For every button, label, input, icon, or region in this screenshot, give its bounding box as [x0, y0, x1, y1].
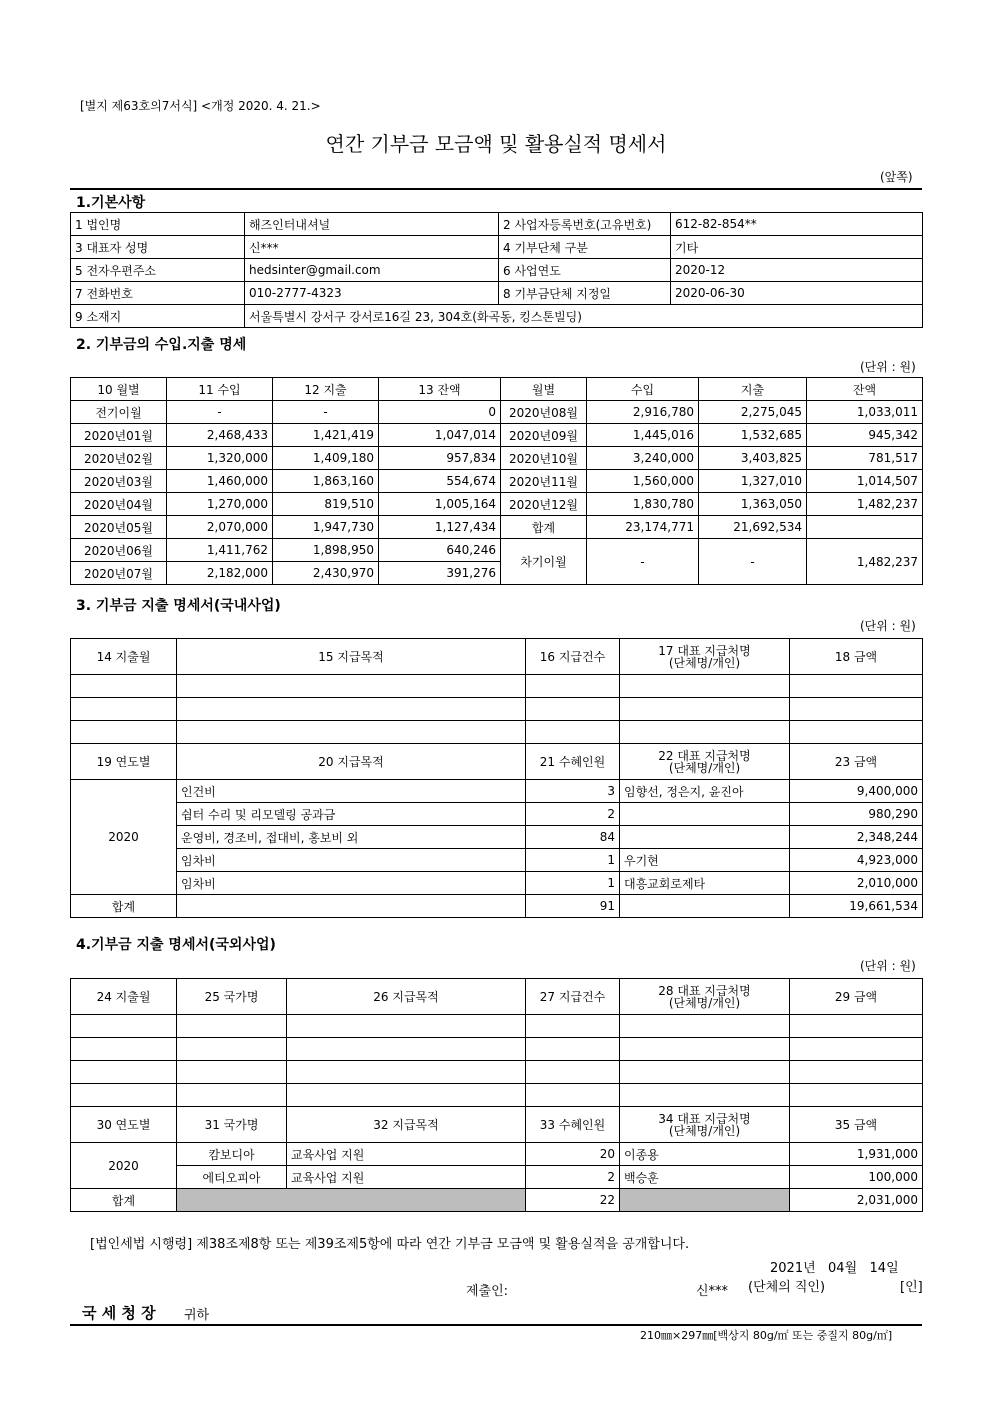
form-reference: [별지 제63호의7서식] <개정 2020. 4. 21.> — [80, 99, 321, 113]
cell: 1 법인명 — [71, 213, 245, 236]
table-row — [71, 259, 923, 282]
table-row — [71, 493, 923, 516]
table-row — [71, 1084, 923, 1107]
table-row — [71, 872, 923, 895]
cell: 6 사업연도 — [499, 259, 671, 282]
table-row — [71, 803, 923, 826]
cell: 25 국가명 — [177, 979, 287, 1015]
table-header-row — [71, 378, 923, 401]
cell: 2020년10월 — [501, 447, 587, 470]
cell: 5 전자우편주소 — [71, 259, 245, 282]
overseas-unit: (단위 : 원) — [860, 959, 916, 973]
table-header-row — [71, 979, 923, 1015]
cell: 2020년12월 — [501, 493, 587, 516]
domestic-unit: (단위 : 원) — [860, 619, 916, 633]
cell: - — [273, 401, 379, 424]
cell — [807, 516, 923, 539]
cell: 임차비 — [177, 849, 526, 872]
divider — [70, 188, 922, 190]
income-unit: (단위 : 원) — [860, 360, 916, 374]
cell: 84 — [526, 826, 620, 849]
submission-date: 2021년 04월 14일 — [770, 1261, 899, 1276]
cell: 19,661,534 — [790, 895, 923, 918]
cell: 2,348,244 — [790, 826, 923, 849]
cell: 1,482,237 — [807, 539, 923, 585]
cell: 임차비 — [177, 872, 526, 895]
cell: 32 지급목적 — [287, 1107, 526, 1143]
table-row — [71, 305, 923, 328]
table-row — [71, 780, 923, 803]
income-table — [70, 377, 923, 585]
cell: 7 전화번호 — [71, 282, 245, 305]
cell: 2020년07월 — [71, 562, 167, 585]
cell: 2020년03월 — [71, 470, 167, 493]
table-header-row — [71, 639, 923, 675]
table-row — [71, 213, 923, 236]
cell: 2,468,433 — [167, 424, 273, 447]
cell: 2020-12 — [671, 259, 923, 282]
cell: 010-2777-4323 — [245, 282, 499, 305]
cell: 지출 — [699, 378, 807, 401]
cell: 합계 — [71, 1189, 177, 1212]
cell: 18 금액 — [790, 639, 923, 675]
cell: 2020 — [71, 1143, 177, 1189]
cell: 1 — [526, 849, 620, 872]
section-income-title: 2. 기부금의 수입.지출 명세 — [76, 337, 247, 353]
cell: 1,363,050 — [699, 493, 807, 516]
cell: 14 지출월 — [71, 639, 177, 675]
cell: 합계 — [71, 895, 177, 918]
table-header-row — [71, 1107, 923, 1143]
cell: 957,834 — [379, 447, 501, 470]
cell: 2,916,780 — [587, 401, 699, 424]
disclosure-statement: [법인세법 시행령] 제38조제8항 또는 제39조제5항에 따라 연간 기부금 모금액 및 활용실적을 공개합니다. — [90, 1237, 690, 1252]
cell: 1,127,434 — [379, 516, 501, 539]
cell: 640,246 — [379, 539, 501, 562]
cell: 27 지급건수 — [526, 979, 620, 1015]
cell: 1,830,780 — [587, 493, 699, 516]
section-overseas-title: 4.기부금 지출 명세서(국외사업) — [76, 937, 276, 953]
cell: 1,047,014 — [379, 424, 501, 447]
table-row — [71, 1038, 923, 1061]
table-row — [71, 1061, 923, 1084]
cell: 교육사업 지원 — [287, 1166, 526, 1189]
cell: 1,445,016 — [587, 424, 699, 447]
cell: 4 기부단체 구분 — [499, 236, 671, 259]
cell: 1,947,730 — [273, 516, 379, 539]
cell: 인건비 — [177, 780, 526, 803]
cell: - — [587, 539, 699, 585]
cell: 91 — [526, 895, 620, 918]
cell: 945,342 — [807, 424, 923, 447]
cell: 29 금액 — [790, 979, 923, 1015]
recipient: 국 세 청 장 — [82, 1304, 156, 1322]
cell: 2,275,045 — [699, 401, 807, 424]
cell: 22 대표 지급처명 (단체명/개인) — [620, 744, 790, 780]
cell: 28 대표 지급처명 (단체명/개인) — [620, 979, 790, 1015]
cell: 2020년06월 — [71, 539, 167, 562]
cell: 2,430,970 — [273, 562, 379, 585]
cell: 1,005,164 — [379, 493, 501, 516]
cell: 해즈인터내셔널 — [245, 213, 499, 236]
page-title: 연간 기부금 모금액 및 활용실적 명세서 — [325, 132, 667, 156]
cell: 2 사업자등록번호(고유번호) — [499, 213, 671, 236]
section-basic-title: 1.기본사항 — [76, 195, 146, 211]
cell: 에티오피아 — [177, 1166, 287, 1189]
table-row — [71, 470, 923, 493]
cell: 수입 — [587, 378, 699, 401]
cell: 31 국가명 — [177, 1107, 287, 1143]
cell: 3 대표자 성명 — [71, 236, 245, 259]
cell: 20 지급목적 — [177, 744, 526, 780]
table-row — [71, 849, 923, 872]
cell: 2020년01월 — [71, 424, 167, 447]
table-row — [71, 698, 923, 721]
submitter-role: (단체의 직인) — [748, 1280, 826, 1295]
cell: 1,014,507 — [807, 470, 923, 493]
cell: 차기이월 — [501, 539, 587, 585]
cell: 1,327,010 — [699, 470, 807, 493]
cell: 17 대표 지급처명 (단체명/개인) — [620, 639, 790, 675]
cell: 우기현 — [620, 849, 790, 872]
cell: 23 금액 — [790, 744, 923, 780]
cell: 2,031,000 — [790, 1189, 923, 1212]
cell — [620, 826, 790, 849]
cell: 1,931,000 — [790, 1143, 923, 1166]
cell: 백승훈 — [620, 1166, 790, 1189]
cell: 1,898,950 — [273, 539, 379, 562]
cell: 2020년08월 — [501, 401, 587, 424]
cell: 2 — [526, 803, 620, 826]
table-row — [71, 826, 923, 849]
cell: 612-82-854** — [671, 213, 923, 236]
cell: 0 — [379, 401, 501, 424]
cell: 쉼터 수리 및 리모델링 공과금 — [177, 803, 526, 826]
cell: 100,000 — [790, 1166, 923, 1189]
cell: 1 — [526, 872, 620, 895]
table-row — [71, 282, 923, 305]
cell: 23,174,771 — [587, 516, 699, 539]
cell: 3,403,825 — [699, 447, 807, 470]
submitter-name: 신*** — [696, 1284, 729, 1299]
cell: 1,409,180 — [273, 447, 379, 470]
cell: 13 잔액 — [379, 378, 501, 401]
cell: 1,033,011 — [807, 401, 923, 424]
cell: 1,411,762 — [167, 539, 273, 562]
table-row — [71, 1143, 923, 1166]
cell: 11 수입 — [167, 378, 273, 401]
cell: 교육사업 지원 — [287, 1143, 526, 1166]
seal-mark: [인] — [900, 1280, 923, 1295]
cell: 1,270,000 — [167, 493, 273, 516]
cell: 2,182,000 — [167, 562, 273, 585]
cell: 391,276 — [379, 562, 501, 585]
cell: 35 금액 — [790, 1107, 923, 1143]
cell: 3,240,000 — [587, 447, 699, 470]
table-row — [71, 424, 923, 447]
cell: 33 수혜인원 — [526, 1107, 620, 1143]
cell: 2020년05월 — [71, 516, 167, 539]
cell: - — [167, 401, 273, 424]
submitter-label: 제출인: — [466, 1284, 509, 1299]
cell: 신*** — [245, 236, 499, 259]
table-total-row — [71, 1189, 923, 1212]
table-row — [71, 236, 923, 259]
cell: 캄보디아 — [177, 1143, 287, 1166]
cell: 4,923,000 — [790, 849, 923, 872]
cell: 1,320,000 — [167, 447, 273, 470]
cell: 1,560,000 — [587, 470, 699, 493]
basic-info-table — [70, 212, 923, 328]
cell: 2020년09월 — [501, 424, 587, 447]
section-domestic-title: 3. 기부금 지출 명세서(국내사업) — [76, 598, 281, 614]
page-side-label: (앞쪽) — [880, 170, 913, 184]
cell: - — [699, 539, 807, 585]
table-row — [71, 539, 923, 562]
cell: 임향선, 정은지, 윤진아 — [620, 780, 790, 803]
table-total-row — [71, 895, 923, 918]
cell: 30 연도별 — [71, 1107, 177, 1143]
cell: 554,674 — [379, 470, 501, 493]
cell: 2020 — [71, 780, 177, 895]
cell: 1,532,685 — [699, 424, 807, 447]
cell: 2020-06-30 — [671, 282, 923, 305]
cell: 19 연도별 — [71, 744, 177, 780]
cell: 21 수혜인원 — [526, 744, 620, 780]
cell: 2 — [526, 1166, 620, 1189]
cell: 16 지급건수 — [526, 639, 620, 675]
table-row — [71, 447, 923, 470]
cell: 9 소재지 — [71, 305, 245, 328]
cell: 2020년04월 — [71, 493, 167, 516]
cell: 819,510 — [273, 493, 379, 516]
cell: 8 기부금단체 지정일 — [499, 282, 671, 305]
table-row — [71, 1166, 923, 1189]
recipient-honorific: 귀하 — [184, 1308, 210, 1323]
cell: 운영비, 경조비, 접대비, 홍보비 외 — [177, 826, 526, 849]
cell: 잔액 — [807, 378, 923, 401]
domestic-table — [70, 638, 923, 918]
cell: 21,692,534 — [699, 516, 807, 539]
cell: 34 대표 지급처명 (단체명/개인) — [620, 1107, 790, 1143]
cell: 781,517 — [807, 447, 923, 470]
cell: 1,421,419 — [273, 424, 379, 447]
cell: 24 지출월 — [71, 979, 177, 1015]
table-row — [71, 401, 923, 424]
table-row — [71, 675, 923, 698]
cell: 합계 — [501, 516, 587, 539]
cell: 3 — [526, 780, 620, 803]
cell: 15 지급목적 — [177, 639, 526, 675]
footer-divider — [70, 1324, 922, 1326]
table-row — [71, 1015, 923, 1038]
cell: 월별 — [501, 378, 587, 401]
cell: 2,010,000 — [790, 872, 923, 895]
table-row — [71, 516, 923, 539]
cell: 서울특별시 강서구 강서로16길 23, 304호(화곡동, 킹스톤빌딩) — [245, 305, 923, 328]
table-row — [71, 721, 923, 744]
cell: 980,290 — [790, 803, 923, 826]
cell: 1,863,160 — [273, 470, 379, 493]
cell: 1,460,000 — [167, 470, 273, 493]
cell: 기타 — [671, 236, 923, 259]
cell — [620, 803, 790, 826]
cell: 10 월별 — [71, 378, 167, 401]
cell: 이종용 — [620, 1143, 790, 1166]
cell: 2020년11월 — [501, 470, 587, 493]
cell: 9,400,000 — [790, 780, 923, 803]
cell: 전기이월 — [71, 401, 167, 424]
cell: 12 지출 — [273, 378, 379, 401]
cell: 2020년02월 — [71, 447, 167, 470]
cell: 26 지급목적 — [287, 979, 526, 1015]
cell: 1,482,237 — [807, 493, 923, 516]
cell: 20 — [526, 1143, 620, 1166]
cell: hedsinter@gmail.com — [245, 259, 499, 282]
cell: 22 — [526, 1189, 620, 1212]
table-header-row — [71, 744, 923, 780]
overseas-table — [70, 978, 923, 1212]
paper-spec: 210㎜×297㎜[백상지 80g/㎡ 또는 중질지 80g/㎡] — [640, 1329, 893, 1342]
cell: 2,070,000 — [167, 516, 273, 539]
cell: 대흥교회로제타 — [620, 872, 790, 895]
